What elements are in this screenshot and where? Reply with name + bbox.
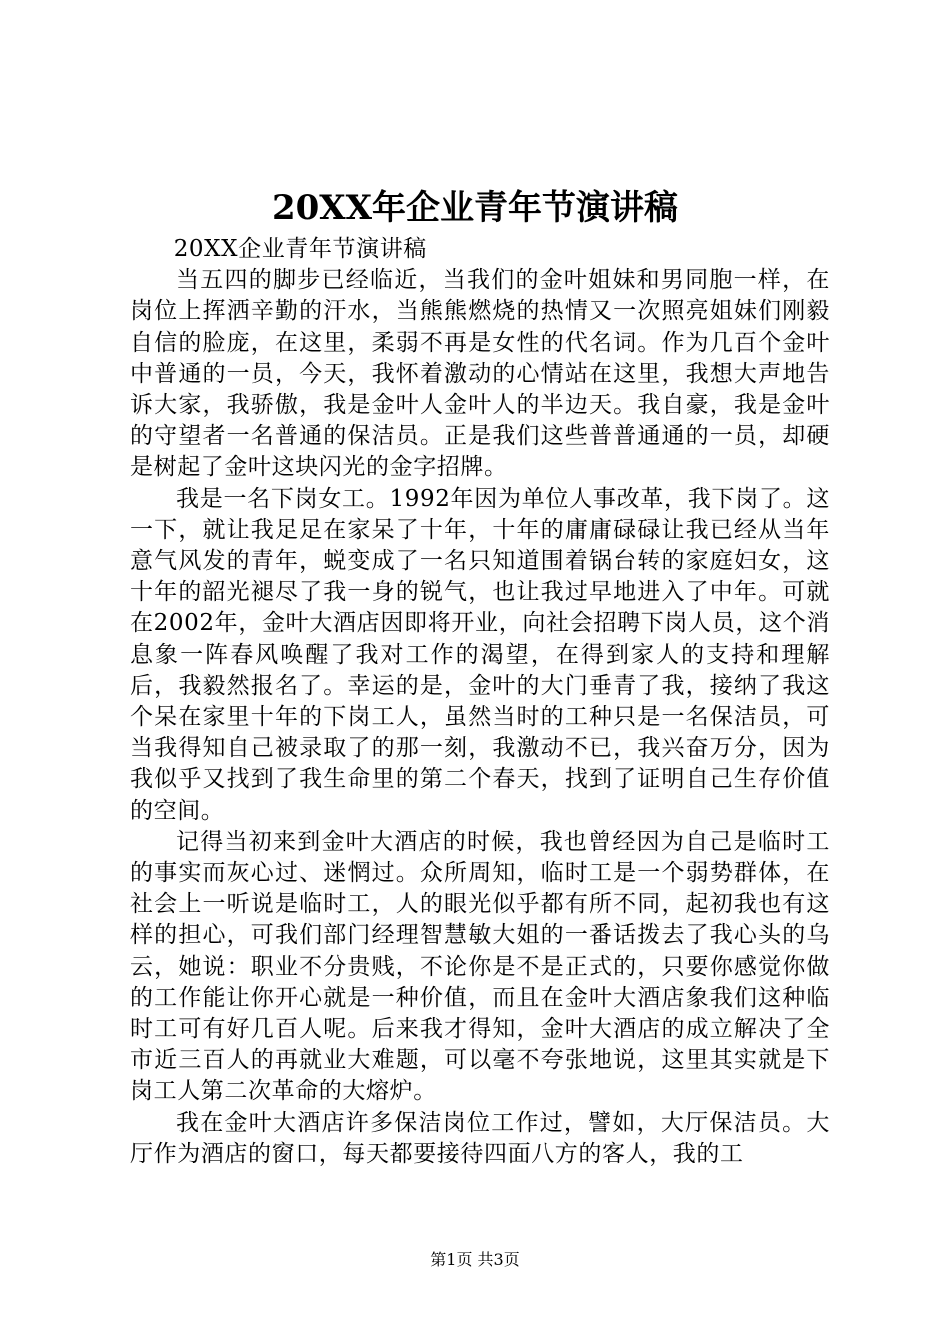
paragraph: 记得当初来到金叶大酒店的时候，我也曾经因为自己是临时工的事实而灰心过、迷惘过。众所周知，临时工是一个弱势群体，在社会上一听说是临时工，人的眼光似乎都有所不同，起初我也有这样的担心，可我们部门经理智慧敏大姐的一番话拨去了我心头的乌云，她说：职业不分贵贱，不论你是不是正式的，只要你感觉你做的工作能让你开心就是一种价值，而且在金叶大酒店象我们这种临时工可有好几百人呢。后来我才得知，金叶大酒店的成立解决了全市近三百人的再就业大难题，可以毫不夸张地说，这里其实就是下岗工人第二次革命的大熔炉。 bbox=[130, 828, 830, 1105]
document-title: 20XX年企业青年节演讲稿 bbox=[271, 188, 679, 228]
document-body bbox=[130, 234, 830, 1170]
document-subtitle: 20XX企业青年节演讲稿 bbox=[173, 236, 427, 262]
paragraph: 我在金叶大酒店许多保洁岗位工作过，譬如，大厅保洁员。大厅作为酒店的窗口，每天都要接待四面八方的客人，我的工 bbox=[130, 1109, 830, 1167]
paragraph: 我是一名下岗女工。1992年因为单位人事改革，我下岗了。这一下，就让我足足在家呆了十年，十年的庸庸碌碌让我已经从当年意气风发的青年，蜕变成了一名只知道围着锅台转的家庭妇女，这十年的韶光褪尽了我一身的锐气，也让我过早地进入了中年。可就在2002年，金叶大酒店因即将开业，向社会招聘下岗人员，这个消息象一阵春风唤醒了我对工作的渴望，在得到家人的支持和理解后，我毅然报名了。幸运的是，金叶的大门垂青了我，接纳了我这个呆在家里十年的下岗工人，虽然当时的工种只是一名保洁员，可当我得知自己被录取了的那一刻，我激动不已，我兴奋万分，因为我似乎又找到了我生命里的第二个春天，找到了证明自己生存价值的空间。 bbox=[130, 485, 830, 824]
paragraph: 当五四的脚步已经临近，当我们的金叶姐妹和男同胞一样，在岗位上挥洒辛勤的汗水，当熊熊燃烧的热情又一次照亮姐妹们刚毅自信的脸庞，在这里，柔弱不再是女性的代名词。作为几百个金叶中普通的一员，今天，我怀着激动的心情站在这里，我想大声地告诉大家，我骄傲，我是金叶人金叶人的半边天。我自豪，我是金叶的守望者一名普通的保洁员。正是我们这些普普通通的一员，却硬是树起了金叶这块闪光的金字招牌。 bbox=[130, 267, 830, 481]
page-number: 第1页 共3页 bbox=[430, 1250, 520, 1269]
